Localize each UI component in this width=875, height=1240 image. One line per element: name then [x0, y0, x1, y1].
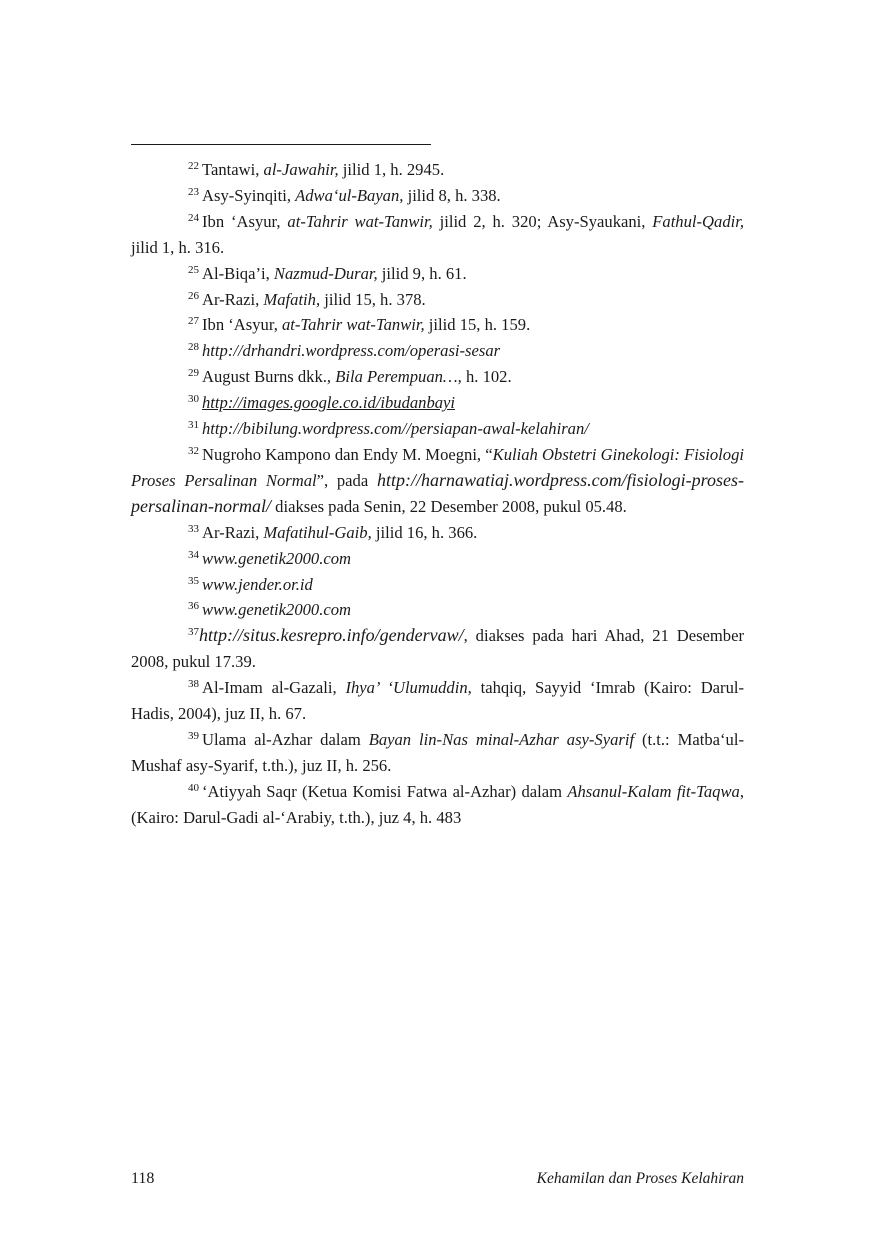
footnote-30	[131, 390, 744, 416]
footnote-title: Bila Perempuan…,	[335, 367, 462, 387]
footnote-rest: jilid 8, h. 338.	[403, 185, 501, 205]
footnote-number: 29	[188, 367, 199, 380]
footnote-28	[131, 338, 744, 364]
footnote-author: Asy-Syinqiti,	[202, 185, 296, 205]
footnote-url[interactable]: http://harnawatiaj.wordpress.com/fisiologi-proses-persalinan-normal/	[131, 469, 744, 516]
footnote-number: 33	[188, 522, 199, 535]
footnote-number: 40	[188, 781, 199, 794]
footnote-rest: jilid 15, h. 378.	[320, 289, 426, 309]
footnote-author: August Burns dkk.,	[202, 367, 336, 387]
footnote-38	[131, 675, 744, 727]
footnote-author: Ulama al-Azhar dalam	[202, 729, 369, 749]
footnote-title: Kuliah Obstetri Ginekologi: Fisiologi Proses Persalinan Normal	[131, 444, 745, 490]
footnote-number: 31	[188, 419, 199, 432]
footnote-27	[131, 312, 744, 338]
footnote-rest: , diakses pada hari Ahad, 21 Desember 2008, pukul 17.39.	[131, 626, 744, 672]
footnote-url[interactable]: http://drhandri.wordpress.com/operasi-sesar	[202, 341, 501, 361]
footnote-number: 24	[188, 211, 199, 224]
footnote-rest: , tahqiq, Sayyid ‘Imrab (Kairo: Darul-Hadis, 2004), juz II, h. 67.	[131, 678, 745, 724]
footnote-title: Mafatihul-Gaib,	[263, 522, 372, 542]
footnote-link[interactable]: http://images.google.co.id/ibudanbayi	[202, 393, 456, 413]
footnotes-section	[131, 157, 744, 831]
footnote-title: Bayan lin-Nas minal-Azhar asy-Syarif	[368, 729, 635, 749]
page-number: 118	[131, 1170, 155, 1187]
footnote-40	[131, 779, 744, 831]
footnote-number: 23	[188, 185, 199, 198]
footnote-rest: jilid 1, h. 316.	[131, 237, 225, 257]
footnote-title: Mafatih,	[263, 289, 321, 309]
footnote-url[interactable]: www.genetik2000.com	[202, 548, 352, 568]
footnote-url[interactable]: http://bibilung.wordpress.com//persiapan-awal-kelahiran/	[202, 419, 589, 439]
footnote-author: Al-Biqa’i,	[202, 263, 274, 283]
footnote-36	[131, 597, 744, 623]
footnote-title: Nazmud-Durar,	[273, 263, 378, 283]
footnote-title: Adwa‘ul-Bayan,	[295, 185, 404, 205]
footnote-22	[131, 157, 744, 183]
footnote-author: Nugroho Kampono dan Endy M. Moegni, “	[202, 444, 493, 464]
footnote-31	[131, 416, 744, 442]
footnote-number: 37	[188, 626, 199, 639]
footnote-rest: jilid 16, h. 366.	[371, 522, 478, 542]
footnote-number: 35	[188, 574, 199, 587]
footnote-32	[131, 442, 744, 520]
footnote-url[interactable]: http://situs.kesrepro.info/gendervaw/	[199, 625, 464, 646]
footnote-author: Ar-Razi,	[202, 522, 264, 542]
footnote-title: Ihya’ ‘Ulumuddin	[345, 678, 468, 698]
footnote-37	[131, 623, 744, 675]
footnote-author: Ar-Razi,	[202, 289, 264, 309]
footnote-number: 36	[188, 600, 199, 613]
footnote-number: 25	[188, 263, 199, 276]
footnote-url[interactable]: www.jender.or.id	[202, 574, 313, 594]
footnote-author: Ibn ‘Asyur,	[202, 211, 288, 231]
footnote-34	[131, 546, 744, 572]
footnote-author: ‘Atiyyah Saqr (Ketua Komisi Fatwa al-Azhar) dalam	[202, 781, 568, 801]
footnote-33	[131, 520, 744, 546]
footnote-author: Tantawi,	[202, 160, 264, 179]
footnote-39	[131, 727, 744, 779]
footnote-separator	[131, 144, 431, 145]
footnote-title: al-Jawahir,	[263, 160, 339, 179]
footnote-23	[131, 183, 744, 209]
running-title: Kehamilan dan Proses Kelahiran	[536, 1170, 744, 1187]
footnote-35	[131, 572, 744, 598]
footnote-number: 32	[188, 444, 199, 457]
footnote-author: Ibn ‘Asyur,	[202, 315, 282, 335]
footnote-26	[131, 287, 744, 313]
footnote-title: Fathul-Qadir,	[652, 211, 744, 231]
footnote-rest: jilid 9, h. 61.	[377, 263, 467, 283]
footnote-rest: jilid 2, h. 320; Asy-Syaukani,	[432, 211, 653, 231]
page-footer	[131, 1170, 744, 1188]
footnote-rest: ”, pada	[316, 470, 369, 490]
footnote-number: 22	[188, 160, 199, 172]
footnote-title: at-Tahrir wat-Tanwir,	[282, 315, 425, 335]
footnote-title: at-Tahrir wat-Tanwir,	[287, 211, 433, 231]
footnote-number: 28	[188, 341, 199, 354]
footnote-number: 38	[188, 678, 199, 691]
footnote-number: 30	[188, 393, 199, 406]
footnote-rest: diakses pada Senin, 22 Desember 2008, pukul 05.48.	[275, 496, 627, 516]
footnote-title: Ahsanul-Kalam fit-Taqwa	[567, 781, 740, 801]
footnote-rest: jilid 1, h. 2945.	[338, 160, 445, 179]
footnote-number: 34	[188, 548, 199, 561]
footnote-24	[131, 209, 744, 261]
footnote-url[interactable]: www.genetik2000.com	[202, 600, 352, 620]
footnote-rest: h. 102.	[461, 367, 512, 387]
footnote-29	[131, 364, 744, 390]
footnote-rest: jilid 15, h. 159.	[424, 315, 531, 335]
footnote-25	[131, 261, 744, 287]
footnote-rest: , (Kairo: Darul-Gadi al-‘Arabiy, t.th.), juz 4, h. 483	[131, 781, 744, 827]
footnote-number: 26	[188, 289, 199, 302]
footnote-number: 39	[188, 729, 199, 742]
footnote-author: Al-Imam al-Gazali,	[202, 678, 346, 698]
footnote-number: 27	[188, 315, 199, 328]
footnote-rest: (t.t.: Matba‘ul-Mushaf asy-Syarif, t.th.), juz II, h. 256.	[131, 729, 744, 775]
